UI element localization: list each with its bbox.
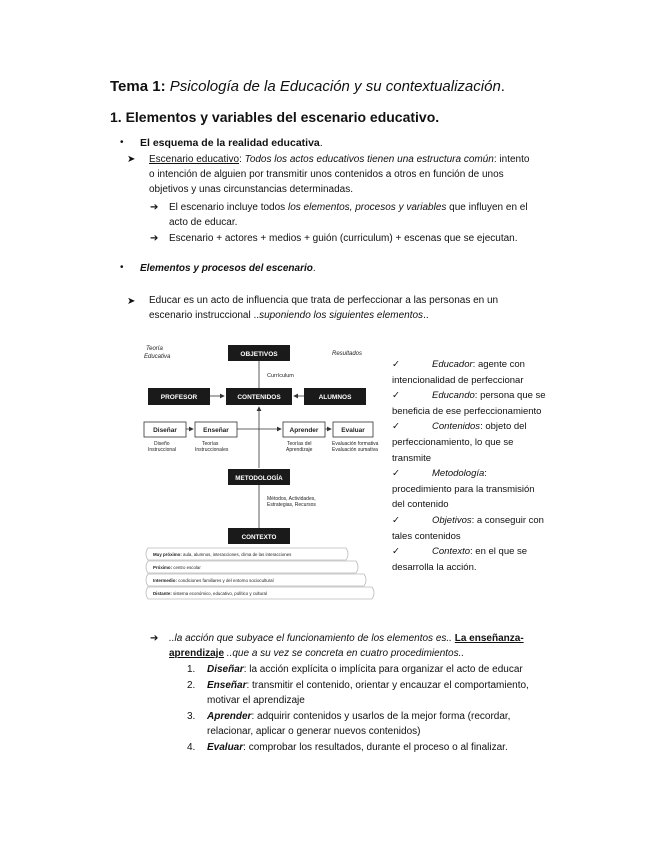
section-heading: 1. Elementos y variables del escenario educativo. <box>110 109 440 125</box>
bullet-elementos: Elementos y procesos del escenario. <box>140 263 316 274</box>
svg-text:Estrategias, Recursos: Estrategias, Recursos <box>267 502 316 508</box>
label-resultados: Resultados <box>332 351 363 357</box>
text-evaluar: Evaluar <box>341 427 365 434</box>
escenario-sub2: Escenario + actores + medios + guión (curriculum) + escenas que se ejecutan. <box>169 233 518 244</box>
check-icon: ✓ <box>392 468 400 480</box>
bullet-esquema: El esquema de la realidad educativa. <box>140 137 323 149</box>
text-disenar: Diseñar <box>153 427 177 434</box>
bullet-dot-icon: • <box>120 137 124 148</box>
list-item-text: Evaluar: comprobar los resultados, durante el proceso o al finalizar. <box>207 742 508 753</box>
check-icon: ✓ <box>392 546 400 558</box>
page-title: Tema 1: Psicología de la Educación y su contextualización. <box>110 78 505 95</box>
svg-text:Aprendizaje: Aprendizaje <box>286 447 313 453</box>
list-item: 3. <box>187 711 196 722</box>
list-item: 1. <box>187 664 196 675</box>
svg-text:Evaluación formativa: Evaluación formativa <box>332 441 379 447</box>
list-item: 4. <box>187 742 196 753</box>
text-aprender: Aprender <box>289 427 319 434</box>
check-icon: ✓ <box>392 514 400 526</box>
svg-text:Intermedio: condiciones famili: Intermedio: condiciones familiares y del entorno sociocultural <box>153 578 274 583</box>
text-contexto: CONTEXTO <box>241 534 277 541</box>
list-item: 2. <box>187 680 196 691</box>
svg-text:Muy próximo: aula, alumnos, in: Muy próximo: aula, alumnos, interacciones, clima de las interacciones <box>153 552 292 557</box>
text-objetivos: OBJETIVOS <box>240 351 278 358</box>
educar-paragraph: Educar es un acto de influencia que trata de perfeccionar a las personas en un escenario instruccional ..suponiendo los siguientes elementos.. <box>149 295 499 321</box>
list-item-text: Enseñar: transmitir el contenido, orientar y encauzar el comportamiento, motivar el aprendizaje <box>207 680 529 706</box>
check-icon: ✓ <box>392 421 400 433</box>
right-arrow-icon: ➔ <box>150 202 159 213</box>
arrowhead-icon: ➤ <box>127 296 136 307</box>
right-arrow-icon: ➔ <box>150 633 159 644</box>
svg-text:Teorías: Teorías <box>202 441 219 447</box>
svg-text:Instruccional: Instruccional <box>148 447 177 453</box>
svg-text:Distante: sistema económico, e: Distante: sistema económico, educativo, político y cultural <box>153 591 267 596</box>
list-item-text: Diseñar: la acción explícita o implícita para organizar el acto de educar <box>207 664 523 675</box>
text-alumnos: ALUMNOS <box>318 394 352 401</box>
text-profesor: PROFESOR <box>160 394 198 401</box>
escenario-sub1: El escenario incluye todos los elementos, procesos y variables que influyen en el acto de educar. <box>169 202 528 228</box>
text-metodologia: METODOLOGÍA <box>235 475 283 482</box>
list-item-text: Aprender: adquirir contenidos y usarlos de la mejor forma (recordar, relacionar, aplicar o generar nuevos contenidos) <box>207 711 511 737</box>
check-icon: ✓ <box>392 359 400 370</box>
svg-text:Instruccionales: Instruccionales <box>195 447 229 453</box>
text-ensenar: Enseñar <box>203 427 229 434</box>
svg-text:Teorías del: Teorías del <box>287 441 312 447</box>
text-contenidos: CONTENIDOS <box>237 394 281 401</box>
elements-list: ✓ Educador: agente con intencionalidad de perfeccionar ✓ Educando: persona que se beneficia de ese perfeccionamiento ✓ Contenidos: objeto del perfeccionamiento, lo que se transmite ✓ Metodología: procedimiento para la transmisión del contenido ✓ Objetivos: a conseguir con tales contenidos ✓ Contexto: en el que se desarrolla la acción. <box>392 359 546 573</box>
label-educativa: Educativa <box>144 354 171 360</box>
educational-scheme-diagram <box>140 338 390 600</box>
check-icon: ✓ <box>392 390 400 402</box>
arrowhead-icon: ➤ <box>127 154 136 165</box>
label-teoria: Teoría <box>146 346 163 352</box>
bullet-dot-icon: • <box>120 262 124 273</box>
label-curriculum: Currículum <box>267 373 294 379</box>
right-arrow-icon: ➔ <box>150 233 159 244</box>
svg-text:Evaluación sumativa: Evaluación sumativa <box>332 447 378 453</box>
svg-text:Diseño: Diseño <box>154 441 170 447</box>
svg-text:Próximo: centro escolar: Próximo: centro escolar <box>153 565 201 570</box>
accion-paragraph: ..la acción que subyace el funcionamiento de los elementos es.. La enseñanza- aprendizaje ..que a su vez se concreta en cuatro procedimientos.. <box>169 633 524 659</box>
escenario-paragraph: Escenario educativo: Todos los actos educativos tienen una estructura común: intento o intención de alguien por transmitir unos contenidos a otros en función de unos objetivos y unas circunstancias determinadas. <box>149 154 530 195</box>
svg-text:Métodos, Actividades,: Métodos, Actividades, <box>267 496 316 502</box>
